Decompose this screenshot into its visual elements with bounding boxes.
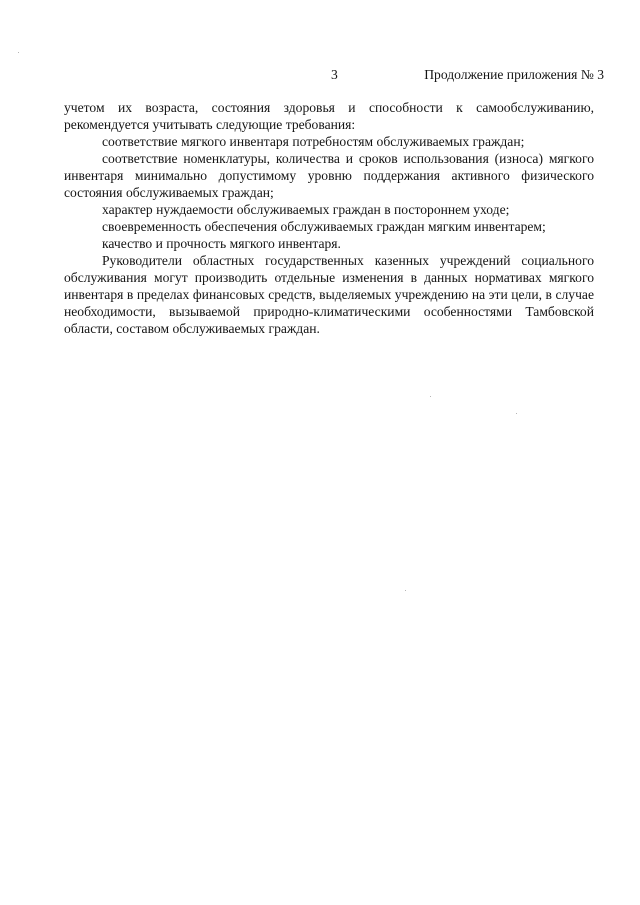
paragraph-requirement-nomenclature: соответствие номенклатуры, количества и сроков использования (износа) мягкого инвентаря минимально допустимому уровню поддержания активного физического состояния обслуживаемых граждан; — [64, 151, 594, 200]
scan-speck — [430, 396, 431, 397]
appendix-continuation-note: Продолжение приложения № 3 — [424, 67, 604, 82]
paragraph-requirement-quality: качество и прочность мягкого инвентаря. — [102, 236, 341, 251]
paragraph-requirement-timeliness: своевременность обеспечения обслуживаемых граждан мягким инвентарем; — [102, 219, 546, 234]
page-number: 3 — [331, 67, 338, 82]
scan-speck — [405, 590, 406, 591]
paragraph-requirement-needs: соответствие мягкого инвентаря потребностям обслуживаемых граждан; — [102, 134, 525, 149]
page-header — [0, 66, 640, 83]
body-text — [64, 99, 594, 337]
paragraph-managers: Руководители областных государственных казенных учреждений социального обслуживания могут производить отдельные изменения в данных нормативах мягкого инвентаря в пределах финансовых средств, выделяемых учреждению на эти цели, в случае необходимости, вызываемой природно-климатическими особенностями Тамбовской области, составом обслуживаемых граждан. — [64, 253, 594, 336]
paragraph-requirement-care: характер нуждаемости обслуживаемых граждан в постороннем уходе; — [102, 202, 510, 217]
paragraph-intro: учетом их возраста, состояния здоровья и способности к самообслуживанию, рекомендуется учитывать следующие требования: — [64, 100, 594, 132]
scan-speck — [18, 52, 19, 53]
scan-speck — [516, 413, 517, 414]
